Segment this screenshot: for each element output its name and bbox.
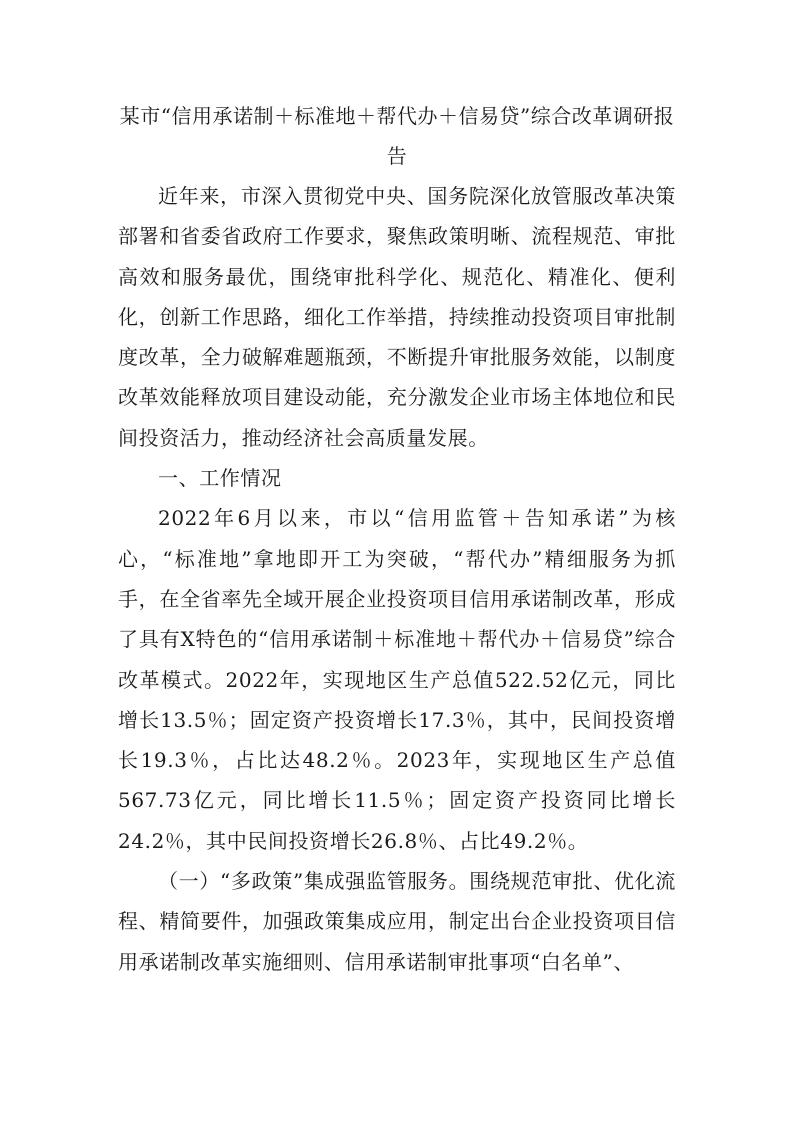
document-title: 某市“信用承诺制＋标准地＋帮代办＋信易贷”综合改革调研报告 <box>119 104 675 168</box>
subsection-paragraph: （一）“多政策”集成强监管服务。围绕规范审批、优化流程、精简要件，加强政策集成应用，制定出台企业投资项目信用承诺制改革实施细则、信用承诺制审批事项“白名单”、 <box>118 869 676 974</box>
section-heading: 一、工作情况 <box>158 466 282 491</box>
intro-paragraph: 近年来，市深入贯彻党中央、国务院深化放管服改革决策部署和省委省政府工作要求，聚焦政策明晰、流程规范、审批高效和服务最优，围绕审批科学化、规范化、精准化、便利化，创新工作思路，细化工作举措，持续推动投资项目审批制度改革，全力破解难题瓶颈，不断提升审批服务效能，以制度改革效能释放项目建设动能，充分激发企业市场主体地位和民间投资活力，推动经济社会高质量发展。 <box>118 184 676 450</box>
document-body <box>118 176 676 982</box>
work-situation-paragraph: 2022年6月以来，市以“信用监管＋告知承诺”为核心，“标准地”拿地即开工为突破，“帮代办”精细服务为抓手，在全省率先全域开展企业投资项目信用承诺制改革，形成了具有X特色的“信用承诺制＋标准地＋帮代办＋信易贷”综合改革模式。2022年，实现地区生产总值522.52亿元，同比增长13.5％；固定资产投资增长17.3％，其中，民间投资增长19.3％，占比达48.2％。2023年，实现地区生产总值567.73亿元，同比增长11.5％；固定资产投资同比增长24.2％，其中民间投资增长26.8％、占比49.2％。 <box>118 506 676 853</box>
